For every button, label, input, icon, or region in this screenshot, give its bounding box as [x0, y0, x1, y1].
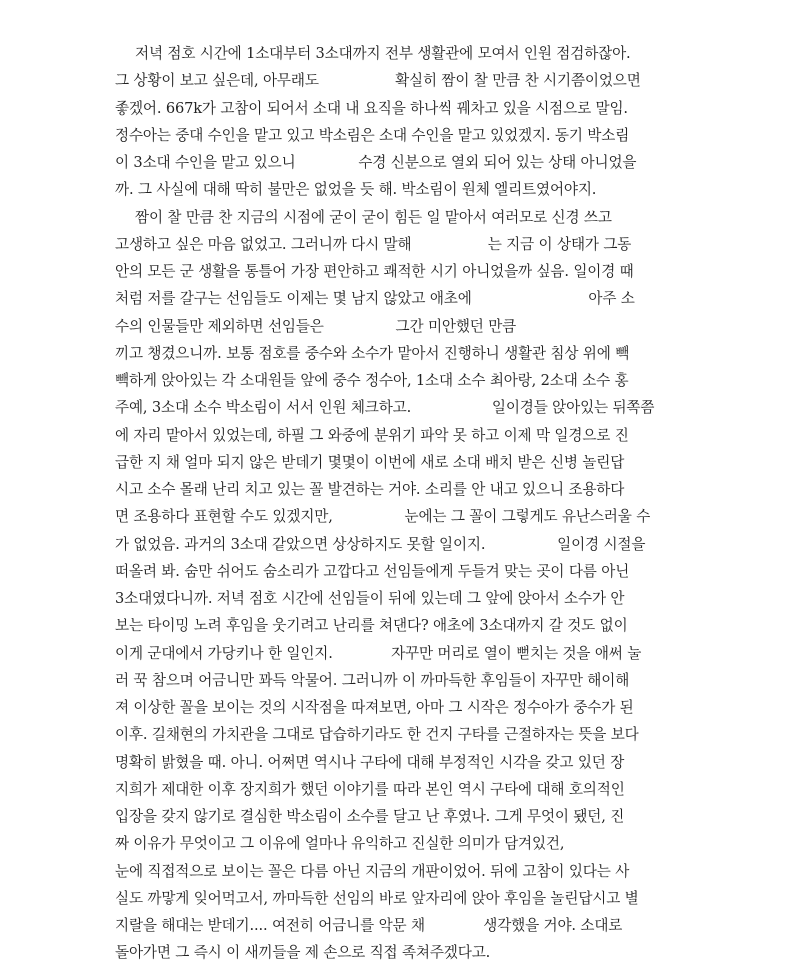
paragraph-line: 시고 소수 몰래 난리 치고 있는 꼴 발견하는 거야. 소리를 안 내고 있으니 조용하다 — [115, 481, 625, 498]
paragraph-line: 지랄을 해대는 받데기.... 여전히 어금니를 악문 채 생각했을 거야. 소대로 — [115, 917, 623, 934]
paragraph-line: 빽하게 앉아있는 각 소대원들 앞에 중수 정수아, 1소대 소수 최아랑, 2소대 소수 홍 — [115, 372, 629, 389]
paragraph-line: 안의 모든 군 생활을 통틀어 가장 편안하고 쾌적한 시기 아니었을까 싶음. 일이경 때 — [115, 263, 634, 280]
paragraph-line: 이후. 길채현의 가치관을 그대로 답습하기라도 한 건지 구타를 근절하자는 뜻을 보다 — [115, 726, 639, 744]
paragraph-line: 짬이 찰 만큼 찬 지금의 시점에 굳이 굳이 힘든 일 맡아서 여러모로 신경 쓰고 — [135, 208, 612, 226]
paragraph-line: 그 상황이 보고 싶은데, 아무래도 확실히 짬이 찰 만큼 찬 시기쯤이었으면 — [115, 72, 641, 90]
paragraph-line: 입장을 갖지 않기로 결심한 박소림이 소수를 달고 난 후였나. 그게 무엇이 됐던, 진 — [115, 808, 625, 825]
paragraph-line: 에 자리 맡아서 있었는데, 하필 그 와중에 분위기 파악 못 하고 이제 막 일경으로 진 — [115, 426, 629, 444]
paragraph-line: 보는 타이밍 노려 후임을 웃기려고 난리를 쳐댄다? 애초에 3소대까지 갈 것도 없이 — [115, 617, 628, 635]
paragraph-line: 급한 지 채 얼마 되지 않은 받데기 몇몇이 이번에 새로 소대 배치 받은 신병 놀린답 — [115, 453, 625, 471]
paragraph-line: 러 꾹 참으며 어금니만 꽈득 악물어. 그러니까 이 까마득한 후임들이 자꾸만 해이해 — [115, 671, 630, 689]
paragraph-line: 수의 인물들만 제외하면 선임들은 그간 미안했던 만큼 — [115, 317, 517, 335]
body-text — [115, 40, 690, 967]
paragraph-line: 정수아는 중대 수인을 맡고 있고 박소림은 소대 수인을 맡고 있었겠지. 동기 박소림 — [115, 126, 630, 144]
paragraph-line: 까. 그 사실에 대해 딱히 불만은 없었을 듯 해. 박소림이 원체 엘리트였어야지. — [115, 181, 597, 199]
paragraph-line: 고생하고 싶은 마음 없었고. 그러니까 다시 말해 는 지금 이 상태가 그동 — [115, 235, 632, 253]
paragraph-line: 이게 군대에서 가당키나 한 일인지. 자꾸만 머리로 열이 뻗치는 것을 애써 눌 — [115, 644, 642, 662]
paragraph-line: 가 없었음. 과거의 3소대 같았으면 상상하지도 못할 일이지. 일이경 시절을 — [115, 535, 646, 553]
paragraph-line: 떠올려 봐. 숨만 쉬어도 숨소리가 고깝다고 선임들에게 두들겨 맞는 곳이 다름 아닌 — [115, 562, 630, 580]
paragraph-line: 돌아가면 그 즉시 이 새끼들을 제 손으로 직접 족쳐주겠다고. — [115, 944, 491, 962]
paragraph-line: 3소대였다니까. 저녁 점호 시간에 선임들이 뒤에 있는데 그 앞에 앉아서 소수가 안 — [115, 590, 625, 607]
paragraph-line: 짜 이유가 무엇이고 그 이유에 얼마나 유익하고 진실한 의미가 담겨있건, — [115, 835, 565, 853]
paragraph-line: 저녁 점호 시간에 1소대부터 3소대까지 전부 생활관에 모여서 인원 점검하잖아. — [135, 45, 631, 62]
paragraph-line: 지희가 제대한 이후 장지희가 했던 이야기를 따라 본인 역시 구타에 대해 호의적인 — [115, 780, 625, 798]
paragraph-line: 면 조용하다 표현할 수도 있겠지만, 눈에는 그 꼴이 그렇게도 유난스러울 수 — [115, 508, 651, 526]
paragraph-line: 눈에 직접적으로 보이는 꼴은 다름 아닌 지금의 개판이었어. 뒤에 고참이 있다는 사 — [115, 862, 630, 880]
paragraph-line: 끼고 챙겼으니까. 보통 점호를 중수와 소수가 맡아서 진행하니 생활관 침상 위에 빽 — [115, 344, 630, 362]
paragraph-line: 져 이상한 꼴을 보이는 것의 시작점을 따져보면, 아마 그 시작은 정수아가 중수가 된 — [115, 699, 634, 716]
paragraph-line: 실도 까맣게 잊어먹고서, 까마득한 선임의 바로 앞자리에 앉아 후임을 놀린답시고 별 — [115, 889, 639, 907]
paragraph-line: 처럼 저를 갈구는 선임들도 이제는 몇 남지 않았고 애초에 아주 소 — [115, 290, 635, 308]
paragraph-line: 주예, 3소대 소수 박소림이 서서 인원 체크하고. 일이경들 앉아있는 뒤쪽쯤 — [115, 399, 655, 417]
paragraph-line: 이 3소대 수인을 맡고 있으니 수경 신분으로 열외 되어 있는 상태 아니었을 — [115, 154, 637, 171]
paragraph-line: 명확히 밝혔을 때. 아니. 어쩌면 역시나 구타에 대해 부정적인 시각을 갖고 있던 장 — [115, 753, 625, 771]
paragraph-line: 좋겠어. 667k가 고참이 되어서 소대 내 요직을 하나씩 꿰차고 있을 시점으로 말임. — [115, 99, 628, 117]
